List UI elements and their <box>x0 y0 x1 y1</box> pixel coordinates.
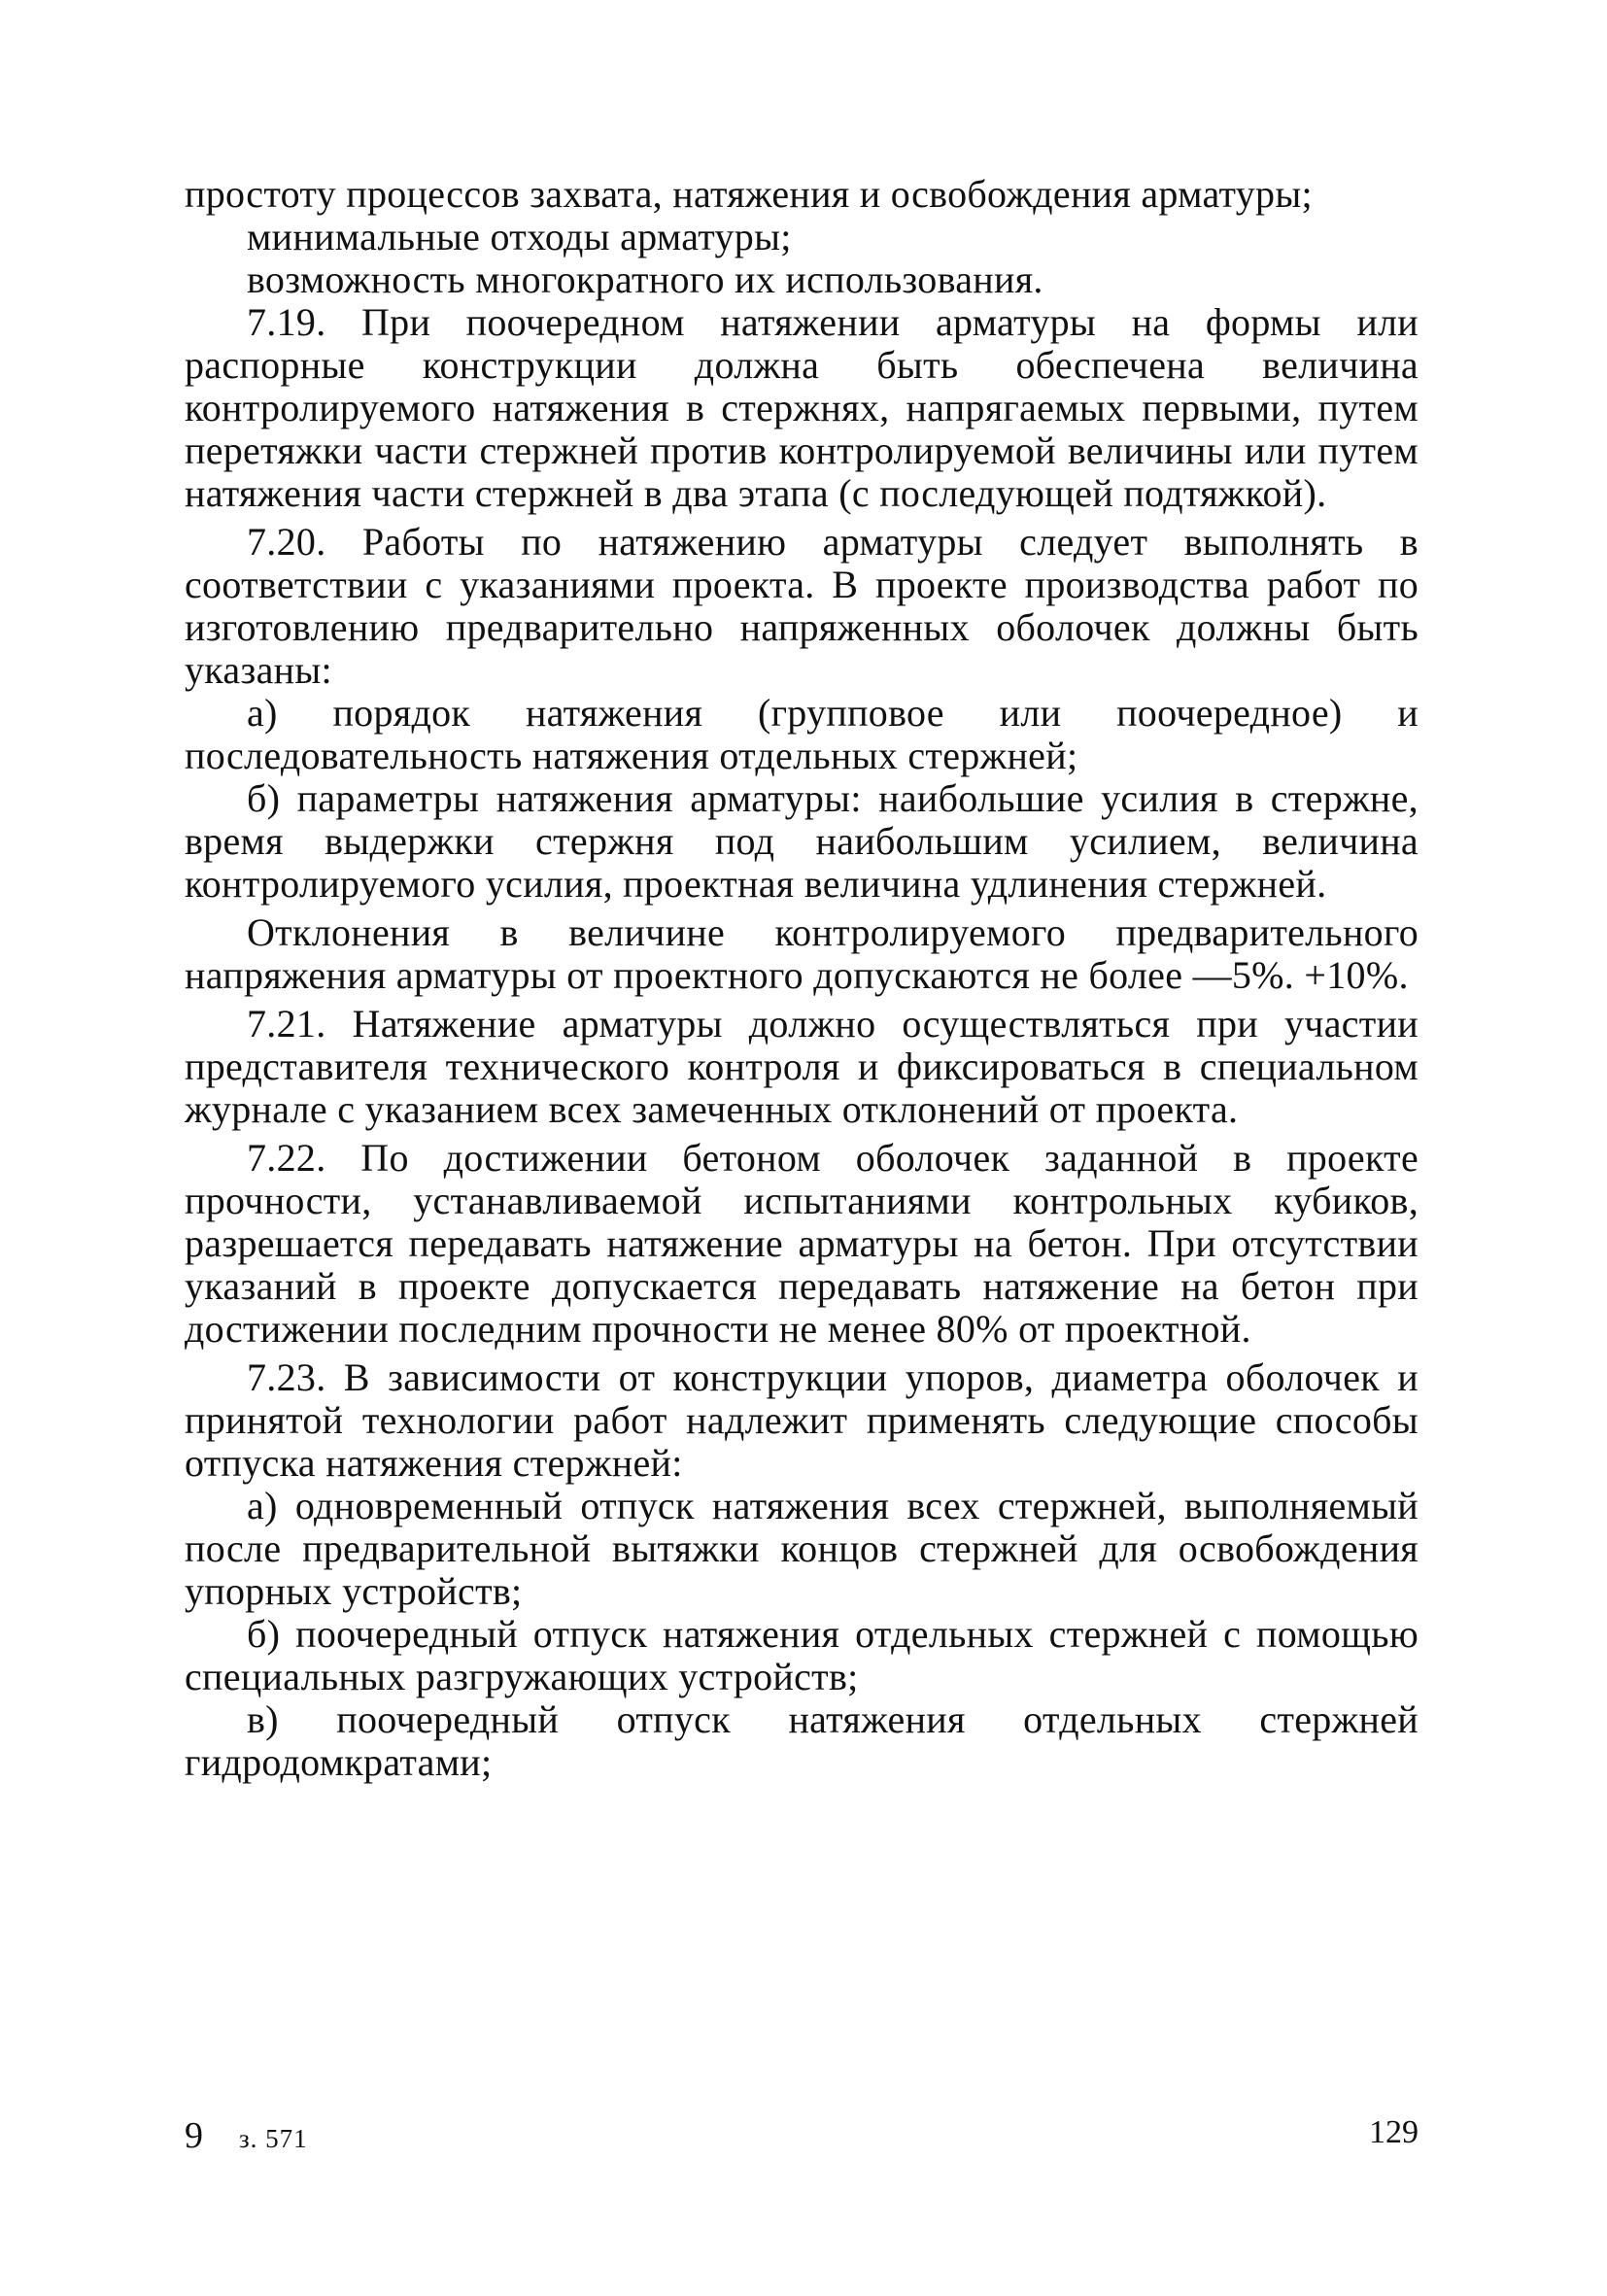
section-7-19: 7.19. При поочередном натяжении арматуры на формы или распорные конструкции должна быть обеспечена величина контролируемого натяжения в стержнях, напрягаемых первыми, путем перетяжки части стержней против контролируемой величины или путем натяжения части стержней в два этапа (с последующей подтяжкой). <box>185 300 1419 515</box>
page-body <box>185 173 1419 1784</box>
paragraph-list-continuation: простоту процессов захвата, натяжения и освобождения арматуры; <box>185 172 1313 216</box>
list-item-b-parameters: б) параметры натяжения арматуры: наибольшие усилия в стержне, время выдержки стержня под наибольшим усилием, величина контролируемого усилия, проектная величина удлинения стержней. <box>185 776 1419 906</box>
list-item-b-sequential: б) поочередный отпуск натяжения отдельных стержней с помощью специальных разгружающих устройств; <box>185 1612 1419 1698</box>
list-item-v-hydraulic: в) поочередный отпуск натяжения отдельных стержней гидродомкратами; <box>185 1697 1419 1784</box>
tolerance-paragraph: Отклонения в величине контролируемого предварительного напряжения арматуры от проектного допускаются не более —5%. +10%. <box>185 910 1419 997</box>
page-footer <box>185 2114 1419 2163</box>
list-item-a-order: а) порядок натяжения (групповое или поочередное) и последовательность натяжения отдельных стержней; <box>185 691 1419 777</box>
section-7-20: 7.20. Работы по натяжению арматуры следует выполнять в соответствии с указаниями проекта. В проекте производства работ по изготовлению предварительно напряженных оболочек должны быть указаны: <box>185 520 1419 692</box>
section-7-22: 7.22. По достижении бетоном оболочек заданной в проекте прочности, устанавливаемой испытаниями контрольных кубиков, разрешается передавать натяжение арматуры на бетон. При отсутствии указаний в проекте допускается передавать натяжение на бетон при достижении последним прочности не менее 80% от проектной. <box>185 1136 1419 1351</box>
page-number: 129 <box>1369 2114 1419 2150</box>
section-7-21: 7.21. Натяжение арматуры должно осуществляться при участии представителя технического контроля и фиксироваться в специальном журнале с указанием всех замеченных отклонений от проекта. <box>185 1002 1419 1131</box>
section-7-23: 7.23. В зависимости от конструкции упоров, диаметра оболочек и принятой технологии работ надлежит применять следующие способы отпуска натяжения стержней: <box>185 1355 1419 1485</box>
list-item-a-simultaneous: а) одновременный отпуск натяжения всех стержней, выполняемый после предварительной вытяжки концов стержней для освобождения упорных устройств; <box>185 1484 1419 1613</box>
list-item-minimal-waste: минимальные отходы арматуры; <box>247 215 792 258</box>
signature-number: 9 <box>185 2115 204 2156</box>
list-item-reuse: возможность многократного их использования. <box>247 257 1043 301</box>
signature-code: з. 571 <box>239 2124 308 2153</box>
printer-signature <box>185 2114 308 2157</box>
